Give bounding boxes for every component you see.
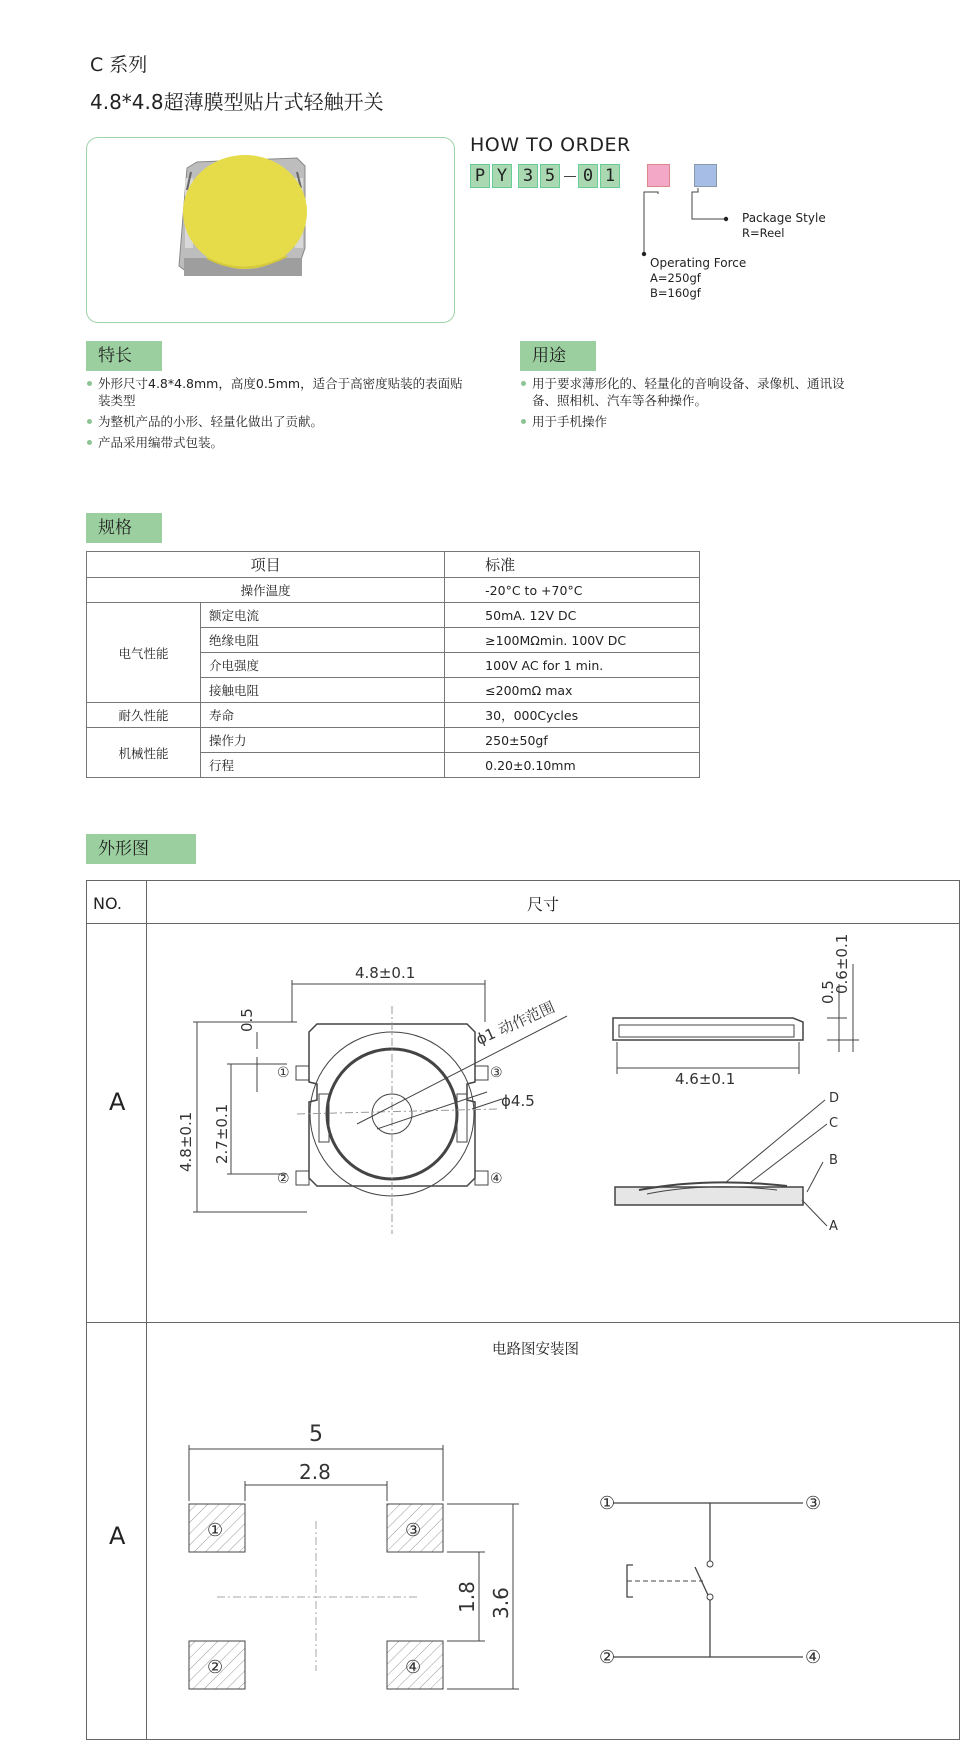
package-style-label	[742, 211, 826, 241]
pin-label: ①	[207, 1520, 224, 1541]
row-no: A	[109, 1088, 126, 1116]
package-style-title: Package Style	[742, 211, 826, 225]
force-option-a: A=250gf	[650, 271, 701, 285]
code-char: 3	[518, 164, 538, 188]
dim-height: 4.8±0.1	[177, 1111, 195, 1172]
table-row	[87, 703, 700, 728]
cell-item: 绝缘电阻	[201, 628, 445, 653]
dim-side-h2: 0.6±0.1	[833, 933, 851, 994]
dim-action-range: ϕ1 动作范围	[473, 997, 558, 1049]
layer-label: D	[829, 1091, 840, 1106]
cell-std: 50mA. 12V DC	[445, 603, 700, 628]
table-row	[87, 728, 700, 753]
features-heading: 特长	[86, 341, 162, 371]
product-title: 4.8*4.8超薄膜型贴片式轻触开关	[90, 90, 384, 114]
group-electrical: 电气性能	[87, 603, 201, 703]
cell-std: ≤200mΩ max	[445, 678, 700, 703]
pin-label: ③	[805, 1493, 822, 1514]
cell-item: 额定电流	[201, 603, 445, 628]
cell-std: ≥100MΩmin. 100V DC	[445, 628, 700, 653]
drawing-heading: 外形图	[86, 834, 196, 864]
pin-label: ④	[805, 1647, 822, 1668]
cell-std: 100V AC for 1 min.	[445, 653, 700, 678]
dim-dia: ϕ4.5	[501, 1092, 535, 1110]
pin-label: ②	[207, 1657, 224, 1678]
cell-std: 250±50gf	[445, 728, 700, 753]
pcb-dim: 3.6	[489, 1587, 513, 1619]
force-option-box	[647, 164, 670, 187]
list-item: 为整机产品的小形、轻量化做出了贡献。	[86, 413, 466, 430]
operating-force-title: Operating Force	[650, 256, 747, 270]
pin-label: ③	[490, 1065, 503, 1081]
layer-label: A	[829, 1219, 838, 1234]
cell-item: 寿命	[201, 703, 445, 728]
cell-item: 介电强度	[201, 653, 445, 678]
spec-heading: 规格	[86, 513, 162, 543]
switch-illustration	[87, 138, 455, 323]
dim-side-h1: 0.5	[819, 980, 837, 1004]
pcb-dim: 5	[309, 1422, 323, 1447]
group-mechanical: 机械性能	[87, 728, 201, 778]
applications-heading: 用途	[520, 341, 596, 371]
list-item: 用于手机操作	[520, 413, 860, 430]
cell-std: 0.20±0.10mm	[445, 753, 700, 778]
code-char: 0	[578, 164, 598, 188]
table-row	[87, 603, 700, 628]
cell-item: 操作力	[201, 728, 445, 753]
how-to-order-title: HOW TO ORDER	[470, 134, 631, 156]
product-photo	[86, 137, 455, 323]
operating-force-label	[650, 256, 746, 301]
divider	[87, 1322, 959, 1323]
force-option-b: B=160gf	[650, 286, 701, 300]
col-item-header: 项目	[87, 552, 445, 578]
dim-width: 4.8±0.1	[355, 964, 416, 982]
dimension-drawing	[147, 924, 960, 1321]
dim-side-w: 4.6±0.1	[675, 1070, 736, 1088]
col-size-header: 尺寸	[527, 895, 560, 914]
pcb-dim: 2.8	[299, 1460, 331, 1484]
list-item: 外形尺寸4.8*4.8mm，高度0.5mm，适合于高密度贴装的表面贴装类型	[86, 375, 466, 409]
code-char: 5	[540, 164, 560, 188]
layer-label: B	[829, 1153, 838, 1168]
package-option-box	[694, 164, 717, 187]
applications-list	[520, 375, 860, 434]
series-label: C 系列	[90, 54, 148, 76]
dim-top: 0.5	[238, 1008, 256, 1032]
row-no: A	[109, 1522, 126, 1550]
cell-item: 操作温度	[87, 578, 445, 603]
drawing-table	[86, 880, 960, 1740]
pcb-circuit-drawing	[147, 1361, 960, 1739]
code-dash	[564, 176, 576, 177]
table-row	[87, 578, 700, 603]
pin-label: ②	[599, 1647, 616, 1668]
circuit-title: 电路图安装图	[492, 1342, 579, 1358]
cell-item: 行程	[201, 753, 445, 778]
pin-label: ①	[277, 1065, 290, 1081]
code-char: Y	[492, 164, 512, 188]
pin-label: ①	[599, 1493, 616, 1514]
pin-label: ④	[490, 1171, 503, 1187]
cell-std: -20°C to +70°C	[445, 578, 700, 603]
pcb-dim: 1.8	[455, 1581, 479, 1613]
col-std-header: 标准	[445, 552, 700, 578]
code-char: P	[470, 164, 490, 188]
list-item: 产品采用编带式包装。	[86, 434, 466, 451]
dim-inner: 2.7±0.1	[213, 1103, 231, 1164]
features-list	[86, 375, 466, 455]
group-durability: 耐久性能	[87, 703, 201, 728]
order-code	[470, 164, 622, 188]
cell-std: 30，000Cycles	[445, 703, 700, 728]
code-char: 1	[600, 164, 620, 188]
spec-table	[86, 551, 700, 778]
table-header-row	[87, 552, 700, 578]
package-style-option: R=Reel	[742, 226, 785, 240]
cell-item: 接触电阻	[201, 678, 445, 703]
pin-label: ②	[277, 1171, 290, 1187]
list-item: 用于要求薄形化的、轻量化的音响设备、录像机、通讯设备、照相机、汽车等各种操作。	[520, 375, 860, 409]
pin-label: ③	[405, 1520, 422, 1541]
pin-label: ④	[405, 1657, 422, 1678]
layer-label: C	[829, 1116, 839, 1131]
col-no-header: NO.	[93, 894, 122, 913]
